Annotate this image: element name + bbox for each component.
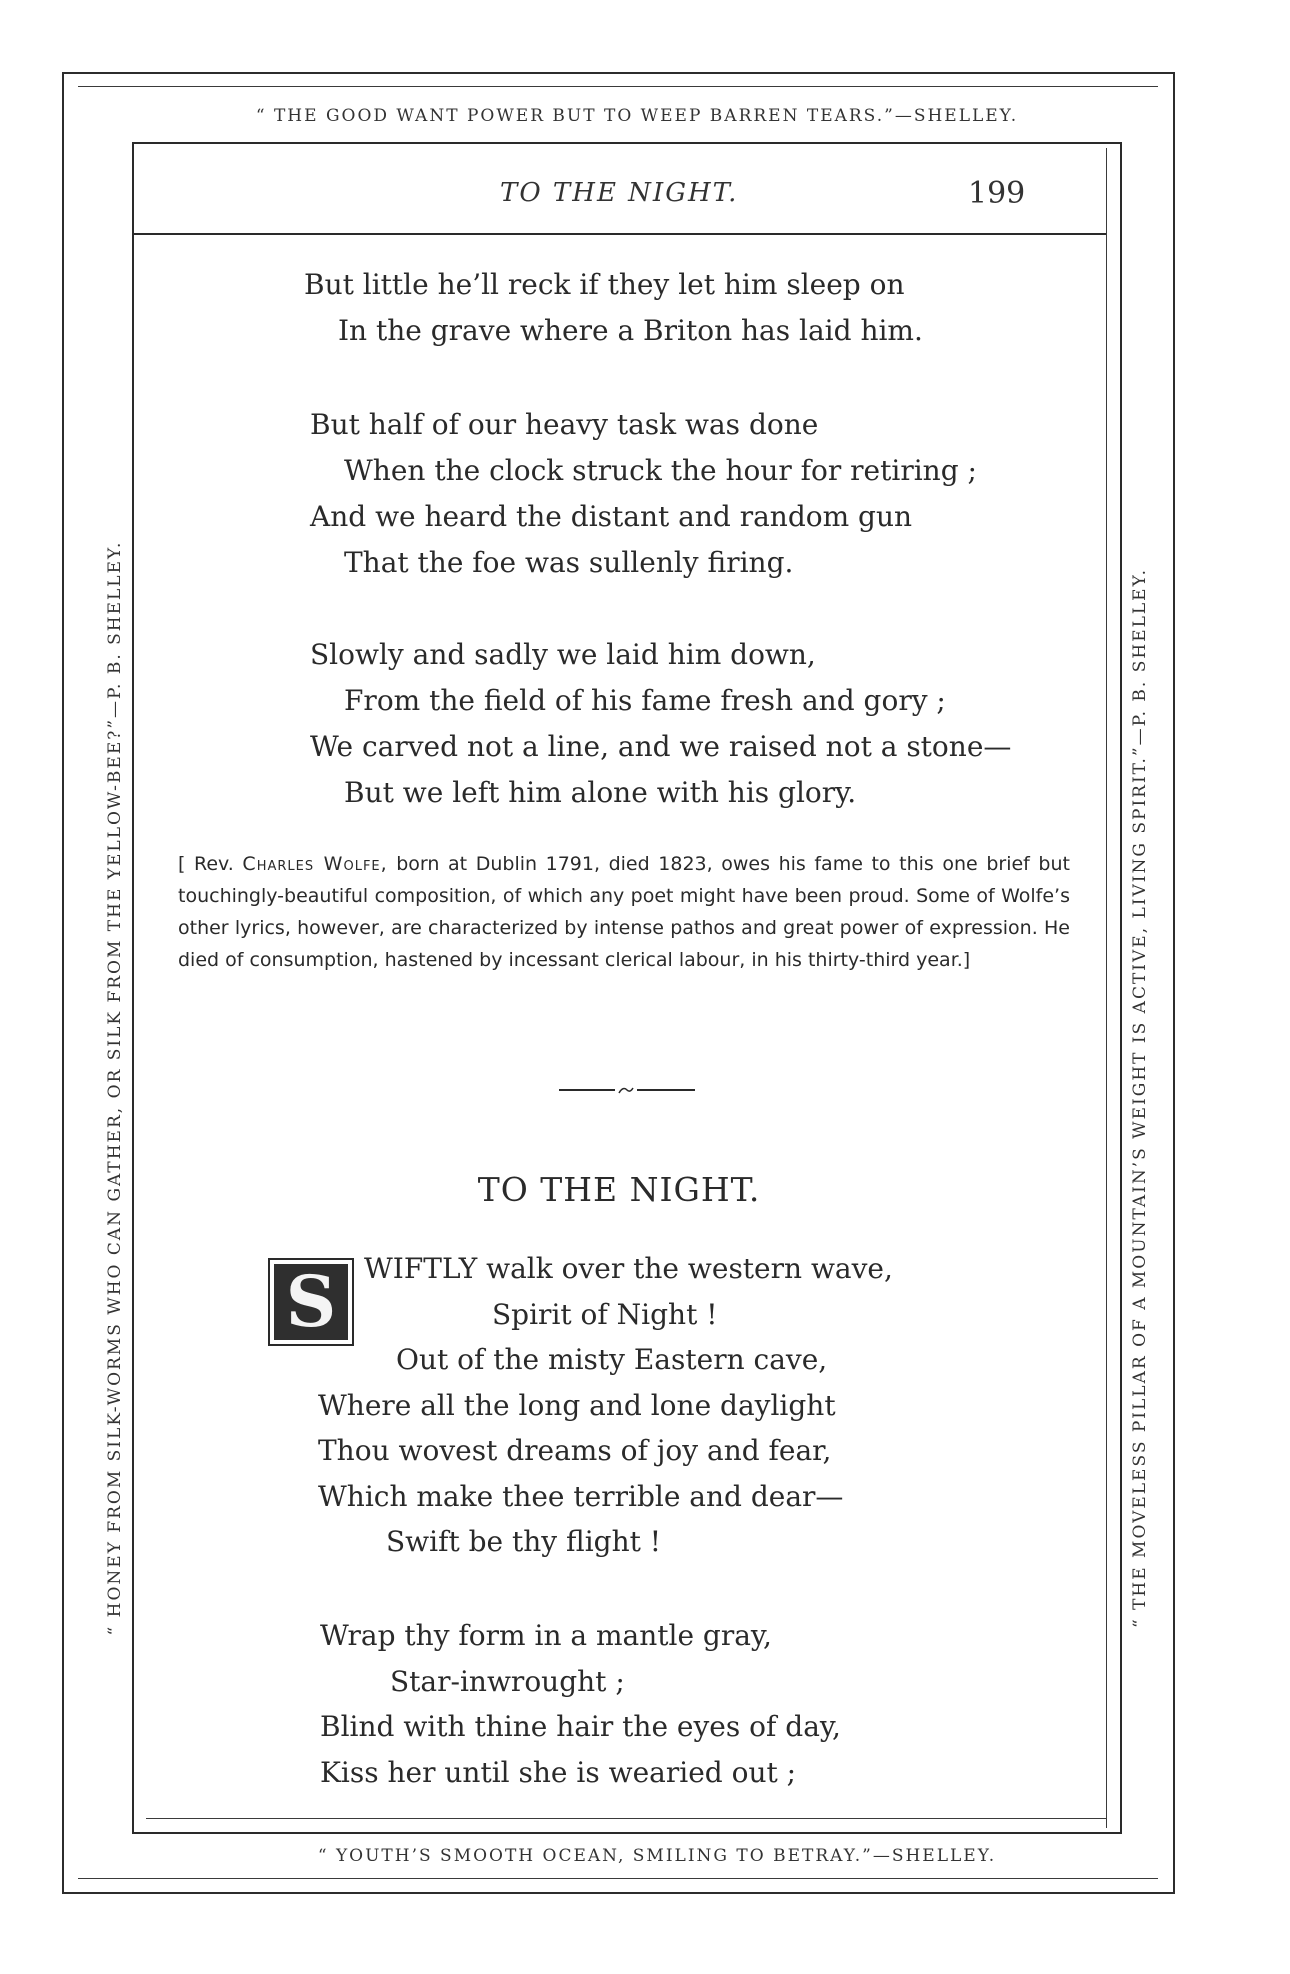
page-number: 199 bbox=[968, 176, 1026, 211]
verse-line: Which make thee terrible and dear— bbox=[318, 1479, 844, 1513]
verse-line: And we heard the distant and random gun bbox=[310, 500, 913, 533]
verse-line: Wrap thy form in a mantle gray, bbox=[320, 1619, 772, 1652]
inner-border-rule-bottom bbox=[146, 1818, 1106, 1819]
verse-line: But little he’ll reck if they let him sleep on bbox=[304, 268, 905, 301]
border-quote-right: “ THE MOVELESS PILLAR OF A MOUNTAIN’S WEIGHT IS ACTIVE, LIVING SPIRIT.”—P. B. SHELLEY. bbox=[1130, 567, 1150, 1629]
border-quote-top: “ THE GOOD WANT POWER BUT TO WEEP BARREN TEARS.”—SHELLEY. bbox=[255, 106, 1019, 126]
verse-line: Kiss her until she is wearied out ; bbox=[320, 1755, 797, 1789]
editorial-note bbox=[178, 848, 1070, 976]
inner-border-frame bbox=[132, 142, 1122, 1834]
verse-line: Star-inwrought ; bbox=[390, 1664, 625, 1698]
drop-cap-letter: S bbox=[274, 1264, 348, 1340]
verse-line: Where all the long and lone daylight bbox=[318, 1388, 836, 1422]
poem-title: TO THE NIGHT. bbox=[477, 1170, 761, 1209]
outer-border-rule-bottom bbox=[78, 1878, 1158, 1879]
burial-stanza-a bbox=[304, 262, 923, 354]
verse-line: Spirit of Night ! bbox=[492, 1297, 718, 1331]
note-text: born at Dublin 1791, died 1823, owes his fame to this one brief but touchingly-beautiful composition, of which any poet might have been proud. Some of Wolfe’s other lyrics, however, are characterized by intense pathos and great power of expression. He died of consumption, hastened by incessant clerical labour, in his thirty-third year.] bbox=[178, 853, 1070, 971]
verse-line: But half of our heavy task was done bbox=[310, 408, 819, 441]
verse-line: When the clock struck the hour for retiring ; bbox=[344, 454, 977, 487]
note-open: [ Rev. bbox=[178, 853, 243, 875]
border-quote-bottom: “ YOUTH’S SMOOTH OCEAN, SMILING TO BETRAY.”—SHELLEY. bbox=[317, 1846, 997, 1866]
burial-stanza-b bbox=[310, 402, 977, 586]
border-quote-left: “ HONEY FROM SILK-WORMS WHO CAN GATHER, OR SILK FROM THE YELLOW-BEE?”—P. B. SHELLEY. bbox=[105, 540, 125, 1636]
verse-line: We carved not a line, and we raised not a stone— bbox=[310, 730, 1012, 763]
verse-line: In the grave where a Briton has laid him. bbox=[338, 314, 923, 347]
verse-line: But we left him alone with his glory. bbox=[344, 776, 857, 809]
night-stanza-2 bbox=[320, 1613, 841, 1795]
verse-line: Slowly and sadly we laid him down, bbox=[310, 638, 816, 671]
ornament-divider bbox=[557, 1083, 697, 1097]
verse-line: Thou wovest dreams of joy and fear, bbox=[318, 1434, 832, 1467]
inner-border-rule-right bbox=[1106, 148, 1107, 1828]
header-rule bbox=[132, 233, 1106, 235]
running-title: TO THE NIGHT. bbox=[500, 178, 739, 208]
verse-line: WIFTLY walk over the western wave, bbox=[364, 1252, 893, 1285]
outer-border-rule-top bbox=[78, 86, 1158, 87]
burial-stanza-c bbox=[310, 632, 1011, 816]
verse-line: From the field of his fame fresh and gory ; bbox=[344, 684, 946, 717]
night-stanza-1 bbox=[314, 1246, 893, 1565]
verse-line: Blind with thine hair the eyes of day, bbox=[320, 1710, 841, 1743]
note-author-name: Charles Wolfe, bbox=[242, 853, 388, 875]
verse-line: That the foe was sullenly firing. bbox=[344, 546, 794, 579]
verse-line: Out of the misty Eastern cave, bbox=[396, 1343, 828, 1376]
verse-line: Swift be thy flight ! bbox=[386, 1525, 662, 1558]
